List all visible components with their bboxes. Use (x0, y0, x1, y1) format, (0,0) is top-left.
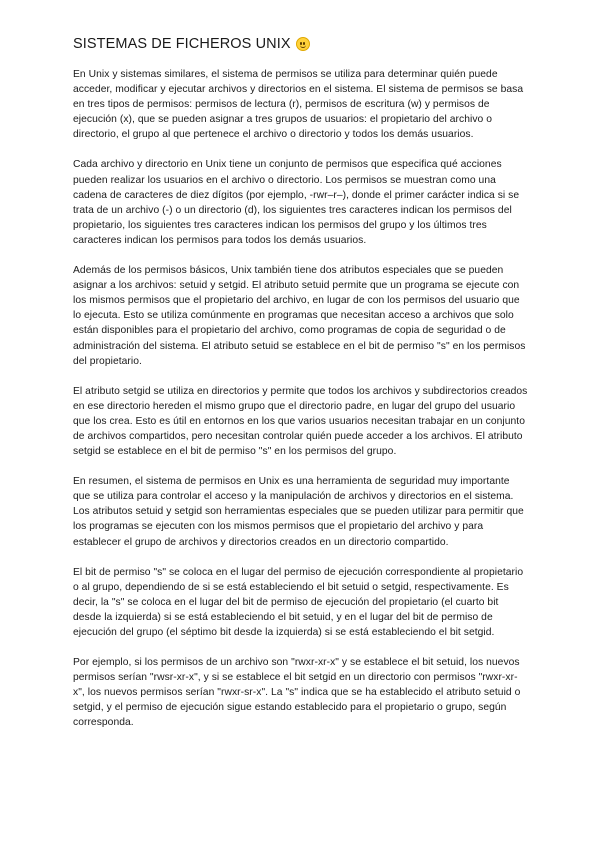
document-body (73, 36, 528, 746)
title-text: SISTEMAS DE FICHEROS UNIX (73, 36, 291, 52)
page-title (73, 36, 528, 52)
paragraph-permission-string: Cada archivo y directorio en Unix tiene un conjunto de permisos que especifica qué acciones pueden realizar los usuarios en el archivo o directorio. Los permisos se muestran como una cadena de caracteres de diez dígitos (por ejemplo, -rwr–r–), donde el primer carácter indica si se trata de un archivo (-) o un directorio (d), los siguientes tres caracteres indican los permisos del propietario, los siguientes tres caracteres indican los permisos del grupo y los últimos tres caracteres indican los permisos para todos los demás usuarios. (73, 159, 520, 246)
paragraph-s-bit: El bit de permiso "s" se coloca en el lugar del permiso de ejecución correspondiente al propietario o al grupo, dependiendo de si se está estableciendo el bit setuid o setgid, respectivamente. Es decir, la "s" se coloca en el lugar del bit de permiso de ejecución del propietario (el cuarto bit desde la izquierda) si se está estableciendo el bit setuid, y en el lugar del bit de permiso de ejecución del grupo (el séptimo bit desde la izquierda) si se está estableciendo el bit setgid. (73, 566, 524, 638)
paragraph-summary: En resumen, el sistema de permisos en Unix es una herramienta de seguridad muy importante que se utiliza para controlar el acceso y la manipulación de archivos y directorios en el sistema. Los atributos setuid y setgid son herramientas especiales que se pueden utilizar para permitir que los programas se ejecuten con los mismos permisos que el propietario del archivo y para establecer el grupo de archivos y directorios creados en un directorio compartido. (73, 476, 524, 548)
paragraph-example: Por ejemplo, si los permisos de un archivo son "rwxr-xr-x" y se establece el bit setuid, los nuevos permisos serían "rwsr-xr-x", y si se establece el bit setgid en un directorio con permisos "rwxr-xr-x", los nuevos permisos serían "rwxr-sr-x". La "s" indica que se ha establecido el atributo setuid o setgid, y el permiso de ejecución sigue estando establecido para el propietario o grupo, según corresponda. (73, 657, 521, 729)
paragraph-intro: En Unix y sistemas similares, el sistema de permisos se utiliza para determinar quién puede acceder, modificar y ejecutar archivos y directorios en el sistema. El sistema de permisos se basa en tres tipos de permisos: permisos de lectura (r), permisos de escritura (w) y permisos de ejecución (x), que se pueden asignar a tres grupos de usuarios: el propietario del archivo o directorio, el grupo al que pertenece el archivo o directorio y todos los demás usuarios. (73, 69, 524, 141)
paragraph-setgid: El atributo setgid se utiliza en directorios y permite que todos los archivos y subdirectorios creados en ese directorio hereden el mismo grupo que el directorio padre, en lugar del grupo del usuario que los crea. Esto es útil en entornos en los que varios usuarios necesitan trabajar en un conjunto de archivos compartidos, pero necesitan controlar quién puede acceder a los archivos. El atributo setgid se establece en el bit de permiso "s" en los permisos del grupo. (73, 385, 528, 458)
smiley-face-icon (296, 37, 310, 51)
paragraph-setuid: Además de los permisos básicos, Unix también tiene dos atributos especiales que se pueden asignar a los archivos: setuid y setgid. El atributo setuid permite que un programa se ejecute con los mismos permisos que el propietario del archivo, en lugar de con los permisos del usuario que lo ejecuta. Esto se utiliza comúnmente en programas que necesitan acceso a archivos que solo están disponibles para el propietario del archivo, como programas de copia de seguridad o de administración del sistema. El atributo setuid se establece en el bit de permiso "s" en los permisos del propietario. (73, 265, 526, 367)
